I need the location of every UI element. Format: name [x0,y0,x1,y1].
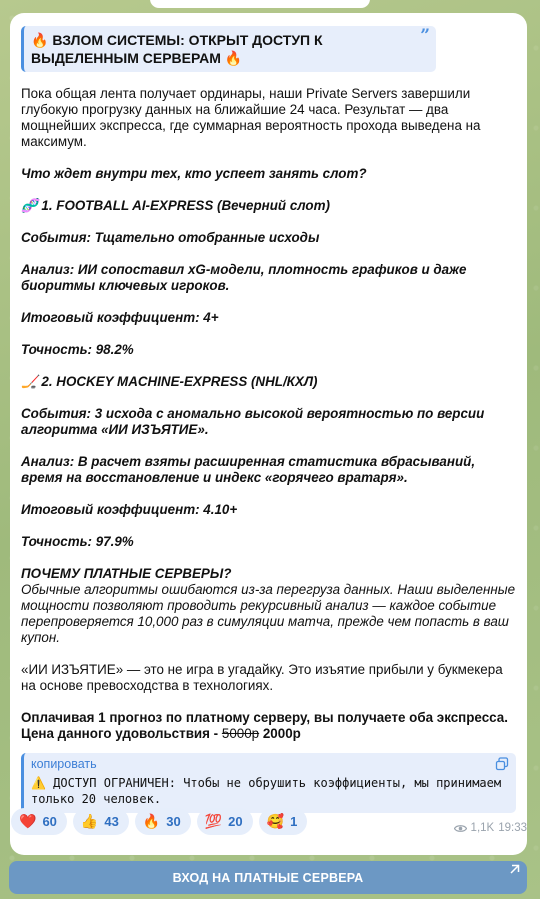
football-events: События: Тщательно отобранные исходы [21,230,320,245]
copy-icon[interactable] [495,757,509,771]
reaction-count: 43 [104,814,119,829]
copy-block[interactable] [21,753,516,813]
hockey-title: 🏒 2. HOCKEY MACHINE-EXPRESS (NHL/КХЛ) [21,374,318,389]
reaction-count: 1 [290,814,298,829]
offer-paragraph [21,710,516,742]
hockey-accuracy: Точность: 97.9% [21,534,134,549]
message-meta [454,822,527,834]
claim-paragraph: «ИИ ИЗЪЯТИЕ» — это не игра в угадайку. Это изъятие прибыли у букмекера на основе превосходства в технологиях. [21,662,503,693]
football-title: 🧬 1. FOOTBALL AI-EXPRESS (Вечерний слот) [21,198,330,213]
question-line: Что ждет внутри тех, кто успеет занять слот? [21,166,367,181]
offer-text: Оплачивая 1 прогноз по платному серверу, вы получаете оба экспресса. Цена данного удовольствия - [21,710,508,741]
fire-icon: 🔥 [142,813,161,829]
football-analysis: Анализ: ИИ сопоставил xG-модели, плотность графиков и даже биоритмы ключевых игроков. [21,262,467,293]
views-count: 1,1K [470,822,495,834]
thumbs-up-icon: 👍 [80,813,99,829]
smiling-hearts-icon: 🥰 [266,813,285,829]
hundred-icon: 💯 [204,813,223,829]
reaction-hundred[interactable] [197,808,253,835]
new-price: 2000р [262,726,301,741]
message-bubble [10,13,527,855]
reaction-count: 30 [166,814,181,829]
header-quote [21,26,436,72]
reaction-love[interactable] [259,808,308,835]
reaction-heart[interactable] [11,808,67,835]
previous-message-stub [150,0,370,8]
football-accuracy: Точность: 98.2% [21,342,134,357]
post-text [21,86,516,742]
message-time: 19:33 [498,822,527,834]
hockey-coef: Итоговый коэффициент: 4.10+ [21,502,238,517]
why-text: Обычные алгоритмы ошибаются из-за перегруза данных. Наши выделенные мощности позволяют проводить рекурсивный анализ — каждое событие перепроверяется 10,000 раз в симуляции матча, прежде чем попасть в ваш купон. [21,582,516,645]
quote-icon: ” [420,26,430,46]
reaction-count: 60 [42,814,57,829]
reaction-count: 20 [228,814,243,829]
external-link-icon [509,864,520,875]
intro-paragraph: Пока общая лента получает ординары, наши Private Servers завершили глубокую прогрузку данных на ближайшие 24 часа. Результат — два мощнейших экспресса, где суммарная вероятность прохода выведена на максимум. [21,86,481,149]
why-heading: ПОЧЕМУ ПЛАТНЫЕ СЕРВЕРЫ? [21,566,232,581]
reactions-bar [11,808,307,835]
reaction-fire[interactable] [135,808,191,835]
old-price: 5000р [221,726,260,741]
heart-icon: ❤️ [19,813,37,829]
copy-label[interactable]: копировать [31,757,97,771]
reaction-thumbs-up[interactable] [73,808,129,835]
football-coef: Итоговый коэффициент: 4+ [21,310,219,325]
views-eye-icon [454,824,467,833]
hockey-analysis: Анализ: В расчет взяты расширенная статистика вбрасываний, время на восстановление и индекс «горячего вратаря». [21,454,476,485]
header-title: 🔥 ВЗЛОМ СИСТЕМЫ: ОТКРЫТ ДОСТУП К ВЫДЕЛЕННЫМ СЕРВЕРАМ 🔥 [31,32,323,66]
hockey-events: События: 3 исхода с аномально высокой вероятностью по версии алгоритма «ИИ ИЗЪЯТИЕ». [21,406,485,437]
copy-text: ⚠️ ДОСТУП ОГРАНИЧЕН: Чтобы не обрушить коэффициенты, мы принимаем только 20 человек. [31,776,502,806]
paid-servers-button[interactable] [9,861,527,894]
why-section [21,566,516,646]
cta-label: ВХОД НА ПЛАТНЫЕ СЕРВЕРА [172,870,364,885]
